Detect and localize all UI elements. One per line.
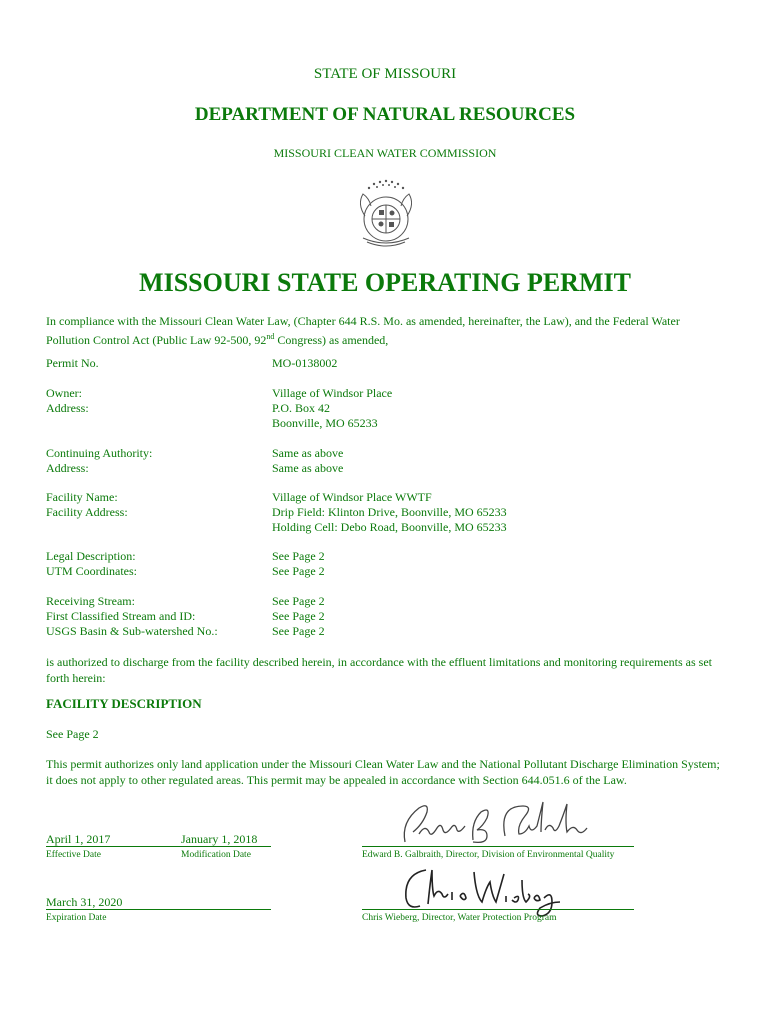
field-label: Facility Name: xyxy=(46,490,118,504)
ordinal-superscript: nd xyxy=(266,332,275,341)
field-label: UTM Coordinates: xyxy=(46,564,137,578)
date-underline xyxy=(46,909,271,910)
owner-address-line: Boonville, MO 65233 xyxy=(272,416,378,430)
field-label: USGS Basin & Sub-watershed No.: xyxy=(46,624,218,638)
permit-title: MISSOURI STATE OPERATING PERMIT xyxy=(139,268,631,297)
receiving-stream-value: See Page 2 xyxy=(272,594,325,608)
field-label: Address: xyxy=(46,401,89,415)
department-heading: DEPARTMENT OF NATURAL RESOURCES xyxy=(194,104,576,125)
field-label: Legal Description: xyxy=(46,549,136,563)
owner-address-line: P.O. Box 42 xyxy=(272,401,331,415)
modification-date-value: January 1, 2018 xyxy=(181,832,258,846)
facility-name-value: Village of Windsor Place WWTF xyxy=(272,490,432,504)
field-label: First Classified Stream and ID: xyxy=(46,609,196,623)
commission-heading: MISSOURI CLEAN WATER COMMISSION xyxy=(273,146,497,160)
facility-description-body: See Page 2 xyxy=(46,727,99,741)
state-heading: STATE OF MISSOURI xyxy=(313,66,457,82)
expiration-date-value: March 31, 2020 xyxy=(46,895,123,909)
continuing-authority-address: Same as above xyxy=(272,461,344,475)
compliance-statement xyxy=(46,313,726,348)
effective-date-value: April 1, 2017 xyxy=(46,832,111,846)
missouri-state-seal-icon xyxy=(343,172,429,258)
effective-date-label: Effective Date xyxy=(46,850,101,860)
field-label: Permit No. xyxy=(46,356,99,370)
signer2-caption: Chris Wieberg, Director, Water Protection Program xyxy=(362,913,557,923)
land-application-statement: This permit authorizes only land application under the Missouri Clean Water Law and the National Pollutant Discharge Elimination System; it does not apply to other regulated areas. This permit may be appealed in accordance with Section 644.051.6 of the Law. xyxy=(46,757,720,787)
signer1-caption: Edward B. Galbraith, Director, Division of Environmental Quality xyxy=(362,850,615,860)
continuing-authority-value: Same as above xyxy=(272,446,344,460)
field-label: Continuing Authority: xyxy=(46,446,153,460)
utm-coordinates-value: See Page 2 xyxy=(272,564,325,578)
facility-address-line: Holding Cell: Debo Road, Boonville, MO 65233 xyxy=(272,520,507,534)
owner-value: Village of Windsor Place xyxy=(272,386,393,400)
expiration-date-label: Expiration Date xyxy=(46,913,107,923)
field-label: Receiving Stream: xyxy=(46,594,135,608)
field-label: Address: xyxy=(46,461,89,475)
usgs-basin-value: See Page 2 xyxy=(272,624,325,638)
facility-description-heading: FACILITY DESCRIPTION xyxy=(46,696,202,711)
authorization-statement: is authorized to discharge from the facility described herein, in accordance with the effluent limitations and monitoring requirements as set forth herein: xyxy=(46,655,713,685)
field-label: Owner: xyxy=(46,386,82,400)
first-classified-stream-value: See Page 2 xyxy=(272,609,325,623)
permit-number-value: MO-0138002 xyxy=(272,356,338,370)
compliance-text-start: In compliance with the Missouri Clean Water Law, (Chapter 644 R.S. Mo. as amended, hereinafter, the Law), and the Federal Water Pollution Control Act (Public Law 92-500, 92 xyxy=(46,314,680,347)
modification-date-label: Modification Date xyxy=(181,850,251,860)
field-label: Facility Address: xyxy=(46,505,128,519)
legal-description-value: See Page 2 xyxy=(272,549,325,563)
facility-address-line: Drip Field: Klinton Drive, Boonville, MO 65233 xyxy=(272,505,507,519)
signature-line xyxy=(362,846,634,847)
signature-line xyxy=(362,909,634,910)
compliance-text-end: Congress) as amended, xyxy=(274,333,389,347)
